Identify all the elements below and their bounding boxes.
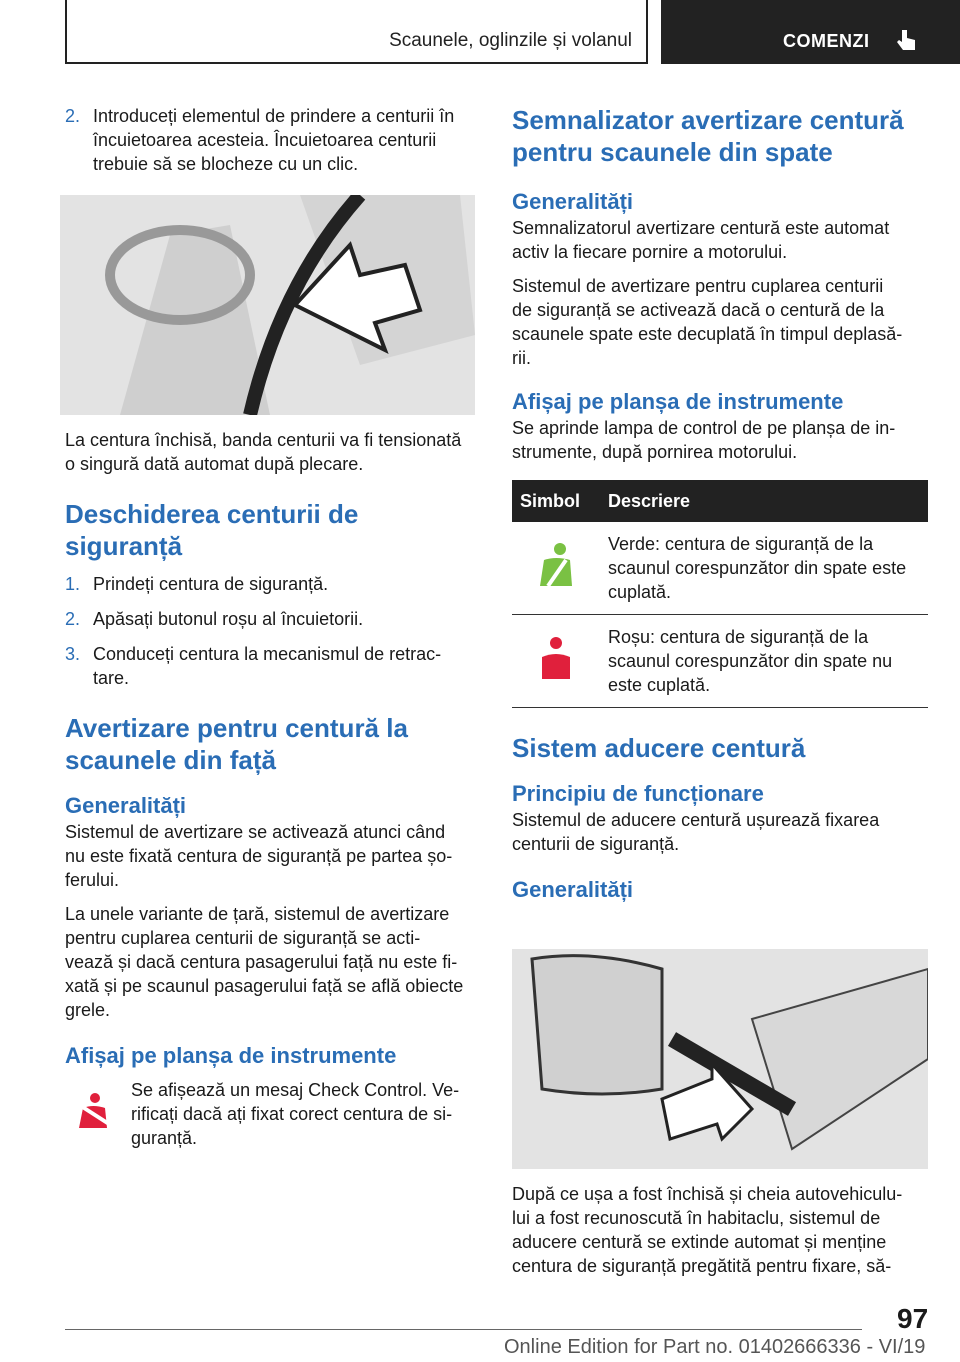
text-line: Apăsați butonul roșu al încuietorii.	[93, 609, 364, 629]
column-header: Descriere	[600, 480, 928, 522]
text-line: După ce ușa a fost închisă și cheia autovehiculu-	[512, 1184, 903, 1204]
text-line: Sistemul de aducere centură ușurează fixarea	[512, 810, 880, 830]
text-line: La unele variante de țară, sistemul de avertizare	[65, 904, 450, 924]
text-line: vează și dacă centura pasagerului față nu este fi-	[65, 952, 458, 972]
text-line: cuplată.	[608, 582, 672, 602]
text-line: Se aprinde lampa de control de pe planșa de in-	[512, 418, 896, 438]
right-column	[512, 104, 928, 904]
text-line: Sistemul de avertizare se activează atunci când	[65, 822, 446, 842]
footer-divider	[65, 1329, 862, 1330]
heading-rear-warning: Semnalizator avertizare centură	[512, 105, 904, 135]
list-item	[65, 104, 485, 176]
heading-display: Afișaj pe planșa de instrumente	[65, 1043, 397, 1068]
text-line: Roșu: centura de siguranță de la	[608, 627, 869, 647]
heading-rear-warning: pentru scaunele din spate	[512, 137, 833, 167]
text-line: scaunul corespunzător din spate nu	[608, 651, 893, 671]
text-line: xată și pe scaunul pasagerului față se află obiecte	[65, 976, 464, 996]
heading-general: Generalități	[65, 793, 187, 818]
page-number: 97	[897, 1303, 929, 1334]
chapter-label: COMENZI	[783, 31, 870, 51]
text-line: rii.	[512, 348, 531, 368]
heading-principle: Principiu de funcționare	[512, 781, 764, 806]
caption-line: La centura închisă, banda centurii va fi tensionată	[65, 430, 462, 450]
table-row	[512, 615, 928, 708]
symbol-cell	[512, 522, 600, 615]
edition-text: Online Edition for Part no. 01402666336 - VI/19	[504, 1336, 926, 1358]
heading-general: Generalități	[512, 877, 634, 902]
heading-open-belt: Deschiderea centurii de	[65, 499, 359, 529]
text-line: Verde: centura de siguranță de la	[608, 534, 874, 554]
display-note	[65, 1078, 485, 1150]
text-line: pentru cuplarea centurii de siguranță se acti-	[65, 928, 421, 948]
text-line: grele.	[65, 1000, 111, 1020]
caption-line: o singură dată automat după plecare.	[65, 454, 364, 474]
text-line: Conduceți centura la mecanismul de retrac-	[93, 644, 442, 664]
text-line: centura de siguranță pregătită pentru fixare, să-	[512, 1256, 892, 1276]
text-line: Sistemul de avertizare pentru cuplarea centurii	[512, 276, 884, 296]
text-line: Introduceți elementul de prindere a centurii în	[93, 106, 455, 126]
text-line: încuietoarea acesteia. Încuietoarea centurii	[93, 130, 437, 150]
text-line: scaunele spate este decuplată în timpul deplasă-	[512, 324, 903, 344]
text-line: aducere centură se extinde automat și menține	[512, 1232, 887, 1252]
text-line: este cuplată.	[608, 675, 711, 695]
text-line: Semnalizatorul avertizare centură este automat	[512, 218, 890, 238]
text-line: strumente, după pornirea motorului.	[512, 442, 798, 462]
heading-general: Generalități	[512, 189, 634, 214]
text-line: tare.	[93, 668, 130, 688]
symbol-cell	[512, 615, 600, 708]
belt-feeder-image	[512, 949, 928, 1169]
column-header: Simbol	[512, 480, 600, 522]
heading-front-warning: Avertizare pentru centură la	[65, 713, 408, 743]
description-cell	[600, 522, 928, 615]
step-number: 3.	[65, 644, 81, 664]
step-number: 2.	[65, 609, 81, 629]
heading-front-warning: scaunele din față	[65, 745, 276, 775]
step-number: 1.	[65, 574, 81, 594]
text-line: guranță.	[131, 1128, 198, 1148]
symbol-table	[512, 480, 928, 708]
text-line: trebuie să se blocheze cu un clic.	[93, 154, 359, 174]
text-line: de siguranță se activează dacă o centură de la	[512, 300, 885, 320]
pointing-hand-icon	[893, 26, 921, 59]
heading-belt-system: Sistem aducere centură	[512, 733, 806, 763]
heading-open-belt: siguranță	[65, 531, 183, 561]
left-column	[65, 104, 485, 176]
right-column-lower	[512, 1182, 928, 1278]
heading-display: Afișaj pe planșa de instrumente	[512, 389, 844, 414]
table-row	[512, 522, 928, 615]
header-section-box	[65, 0, 648, 64]
text-line: Se afișează un mesaj Check Control. Ve-	[131, 1080, 460, 1100]
section-title: Scaunele, oglinzile și volanul	[389, 30, 632, 51]
description-cell	[600, 615, 928, 708]
table-header	[512, 480, 928, 522]
text-line: Prindeți centura de siguranță.	[93, 574, 329, 594]
text-line: nu este fixată centura de siguranță pe partea șo-	[65, 846, 453, 866]
seatbelt-buckle-image	[60, 195, 475, 415]
text-line: scaunul corespunzător din spate este	[608, 558, 907, 578]
green-seatbelt-icon	[536, 572, 576, 592]
text-line: rificați dacă ați fixat corect centura de si-	[131, 1104, 453, 1124]
list-item	[65, 607, 485, 631]
red-seat-icon	[536, 665, 576, 685]
seatbelt-warning-icon	[73, 1092, 113, 1137]
left-column-lower	[65, 428, 485, 1150]
text-line: lui a fost recunoscută în habitaclu, sistemul de	[512, 1208, 881, 1228]
step-number: 2.	[65, 106, 81, 126]
list-item	[65, 572, 485, 596]
chapter-tab[interactable]	[661, 0, 960, 64]
text-line: ferului.	[65, 870, 120, 890]
text-line: activ la fiecare pornire a motorului.	[512, 242, 788, 262]
list-item	[65, 642, 485, 690]
text-line: centurii de siguranță.	[512, 834, 680, 854]
